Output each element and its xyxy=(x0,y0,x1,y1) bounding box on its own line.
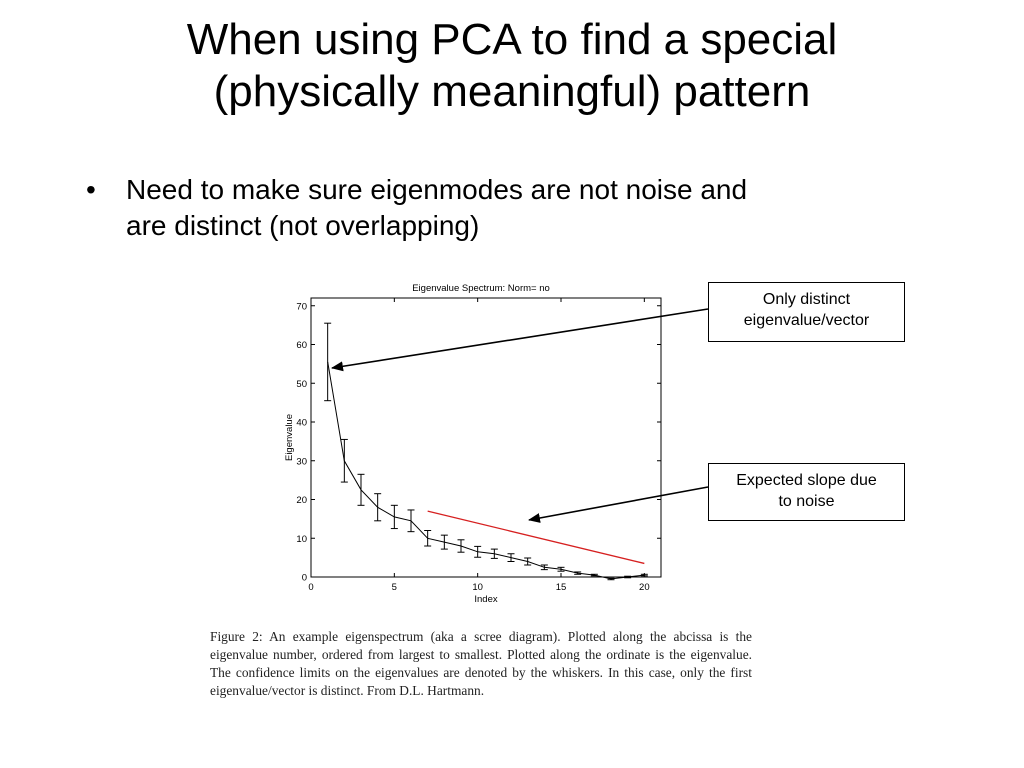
arrow-to-first-eigenvalue xyxy=(332,309,708,368)
callout-distinct-line-2: eigenvalue/vector xyxy=(743,312,870,329)
bullet-text-line-2: are distinct (not overlapping) xyxy=(126,210,480,241)
callout-noise-line-2: to noise xyxy=(778,493,835,510)
x-tick-label: 10 xyxy=(472,582,483,593)
y-tick-label: 40 xyxy=(296,417,307,429)
bullet-text-line-1: Need to make sure eigenmodes are not noise and xyxy=(126,174,748,205)
y-tick-label: 60 xyxy=(296,340,307,351)
callout-only-distinct xyxy=(708,282,905,342)
slide-title-line-2: (physically meaningful) pattern xyxy=(213,67,811,116)
x-axis-label: Index xyxy=(474,594,498,605)
x-tick-label: 0 xyxy=(308,582,314,593)
figure-caption: Figure 2: An example eigenspectrum (aka a scree diagram). Plotted along the abcissa is the eigenvalue number, ordered from largest to smallest. Plotted along the ordinate is the eigenvalue. The confidence limits on the eigenvalues are denoted by the whiskers. In this case, only the first eigenvalue/vector is distinct. From D.L. Hartmann. xyxy=(210,629,752,698)
callout-noise-line-1: Expected slope due xyxy=(736,472,877,489)
callout-expected-slope xyxy=(708,463,905,521)
eigenvalue-series-line xyxy=(328,362,645,579)
y-tick-label: 50 xyxy=(296,378,307,390)
y-tick-label: 30 xyxy=(296,456,307,468)
y-tick-label: 70 xyxy=(296,301,307,313)
y-tick-label: 0 xyxy=(301,572,307,584)
arrow-to-noise-slope xyxy=(529,487,708,520)
y-axis-label: Eigenvalue xyxy=(284,413,295,462)
y-tick-label: 10 xyxy=(296,533,307,545)
plot-frame xyxy=(311,298,661,577)
bullet-marker: • xyxy=(86,174,96,205)
x-tick-label: 20 xyxy=(639,582,650,593)
x-tick-label: 5 xyxy=(391,582,397,593)
chart-title: Eigenvalue Spectrum: Norm= no xyxy=(412,283,550,294)
slide-title-line-1: When using PCA to find a special xyxy=(186,15,838,64)
x-tick-label: 15 xyxy=(555,582,567,593)
callout-distinct-line-1: Only distinct xyxy=(762,291,851,308)
y-tick-label: 20 xyxy=(296,495,307,506)
